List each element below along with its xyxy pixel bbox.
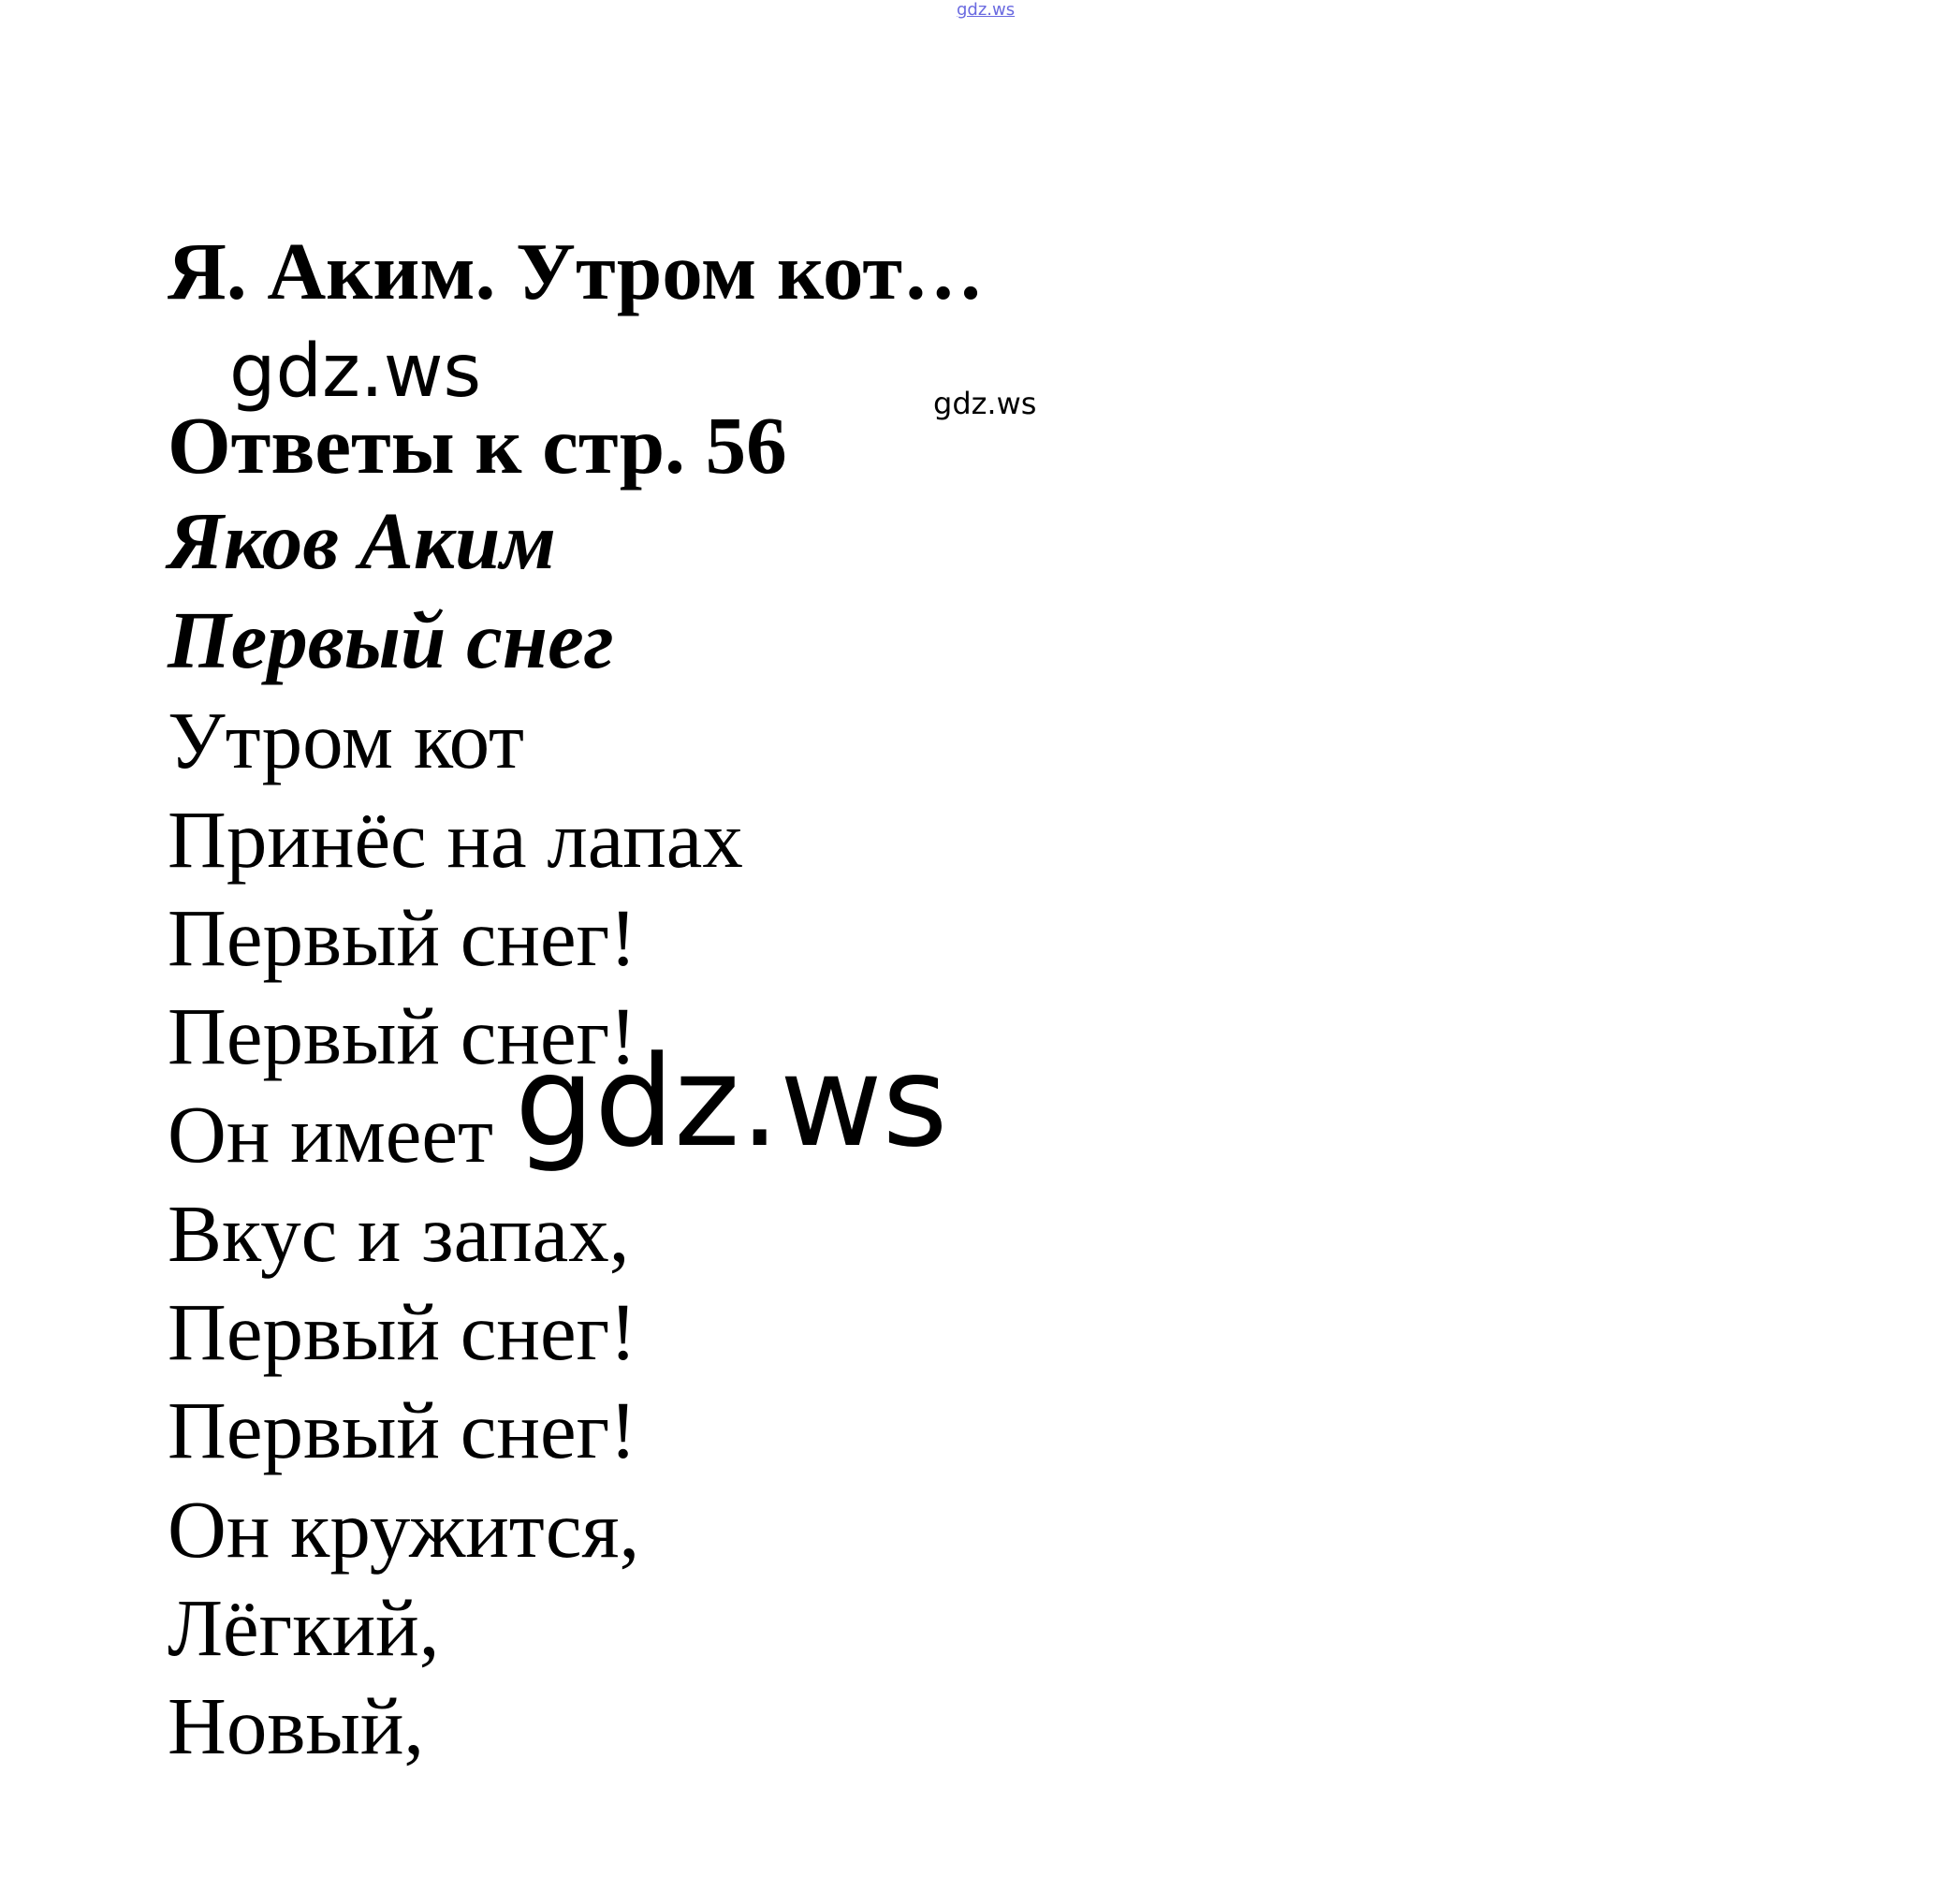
- poem-line: Вкус и запах,: [168, 1188, 630, 1279]
- poem-line: Принёс на лапах: [168, 794, 743, 885]
- poem-line: Новый,: [168, 1680, 425, 1771]
- poem-line: Лёгкий,: [168, 1582, 440, 1673]
- poem-author: Яков Аким: [168, 495, 556, 586]
- watermark-center: gdz.ws: [515, 1029, 948, 1175]
- poem-title: Первый снег: [168, 594, 614, 685]
- poem-line: Он имеет: [168, 1089, 493, 1180]
- poem-line: Первый снег!: [168, 1286, 637, 1377]
- answers-heading: Ответы к стр. 56: [168, 400, 787, 491]
- page-title: Я. Аким. Утром кот…: [168, 226, 985, 316]
- watermark-top-link[interactable]: gdz.ws: [957, 0, 1016, 20]
- watermark-small: gdz.ws: [933, 386, 1037, 421]
- poem-line: Он кружится,: [168, 1484, 640, 1575]
- poem-line: Утром кот: [168, 695, 525, 785]
- poem-line: Первый снег!: [168, 1385, 637, 1475]
- poem-line: Первый снег!: [168, 990, 637, 1081]
- poem-line: Первый снег!: [168, 892, 637, 983]
- watermark-large: gdz.ws: [229, 330, 482, 414]
